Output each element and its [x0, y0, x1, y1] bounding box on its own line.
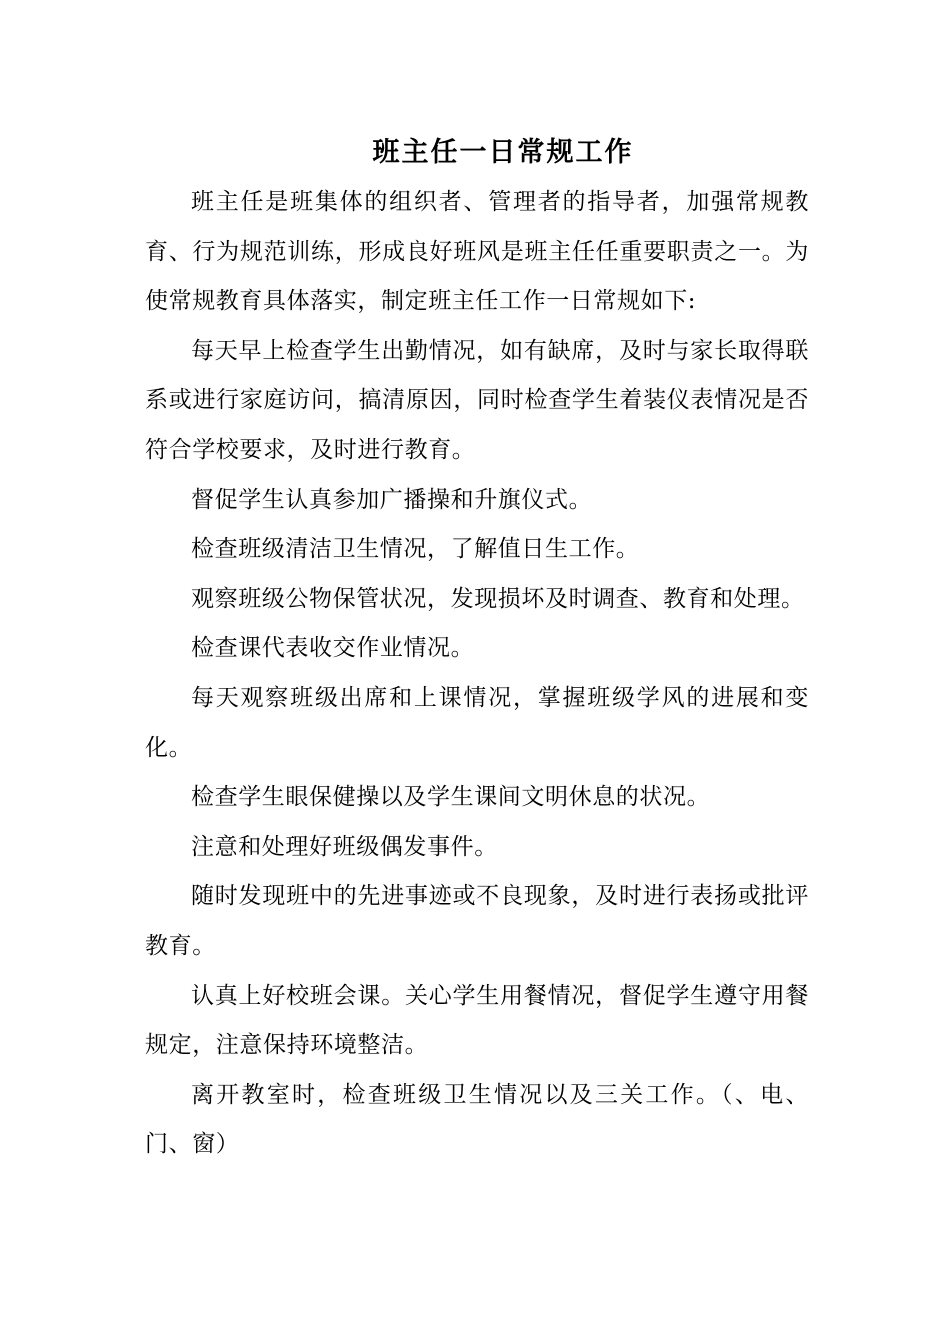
- paragraph-incidents: 注意和处理好班级偶发事件。: [191, 833, 498, 860]
- paragraph-leaving-classroom: 离开教室时，检查班级卫生情况以及三关工作。（、电、门、窗）: [145, 1081, 809, 1158]
- paragraph-eye-exercise: 检查学生眼保健操以及学生课间文明休息的状况。: [191, 784, 711, 811]
- paragraph-praise-criticism: 随时发现班中的先进事迹或不良现象，及时进行表扬或批评教育。: [145, 883, 809, 959]
- document-body: [145, 178, 809, 1170]
- paragraph-attendance-check: 每天早上检查学生出勤情况，如有缺席，及时与家长取得联系或进行家庭访问，搞清原因，同时检查学生着装仪表情况是否符合学校要求，及时进行教育。: [145, 337, 809, 463]
- paragraph-morning-exercise: 督促学生认真参加广播操和升旗仪式。: [191, 486, 593, 513]
- paragraph-class-meeting: 认真上好校班会课。关心学生用餐情况，督促学生遵守用餐规定，注意保持环境整洁。: [145, 982, 809, 1059]
- paragraph-homework-check: 检查课代表收交作业情况。: [191, 635, 475, 662]
- paragraph-cleanliness-check: 检查班级清洁卫生情况，了解值日生工作。: [191, 536, 640, 563]
- paragraph-public-property: 观察班级公物保管状况，发现损坏及时调查、教育和处理。: [191, 585, 805, 612]
- paragraph-class-observation: 每天观察班级出席和上课情况，掌握班级学风的进展和变化。: [145, 684, 809, 761]
- document-title: 班主任一日常规工作: [372, 137, 634, 168]
- paragraph-intro: 班主任是班集体的组织者、管理者的指导者，加强常规教育、行为规范训练，形成良好班风是班主任任重要职责之一。为使常规教育具体落实，制定班主任工作一日常规如下:: [145, 189, 809, 315]
